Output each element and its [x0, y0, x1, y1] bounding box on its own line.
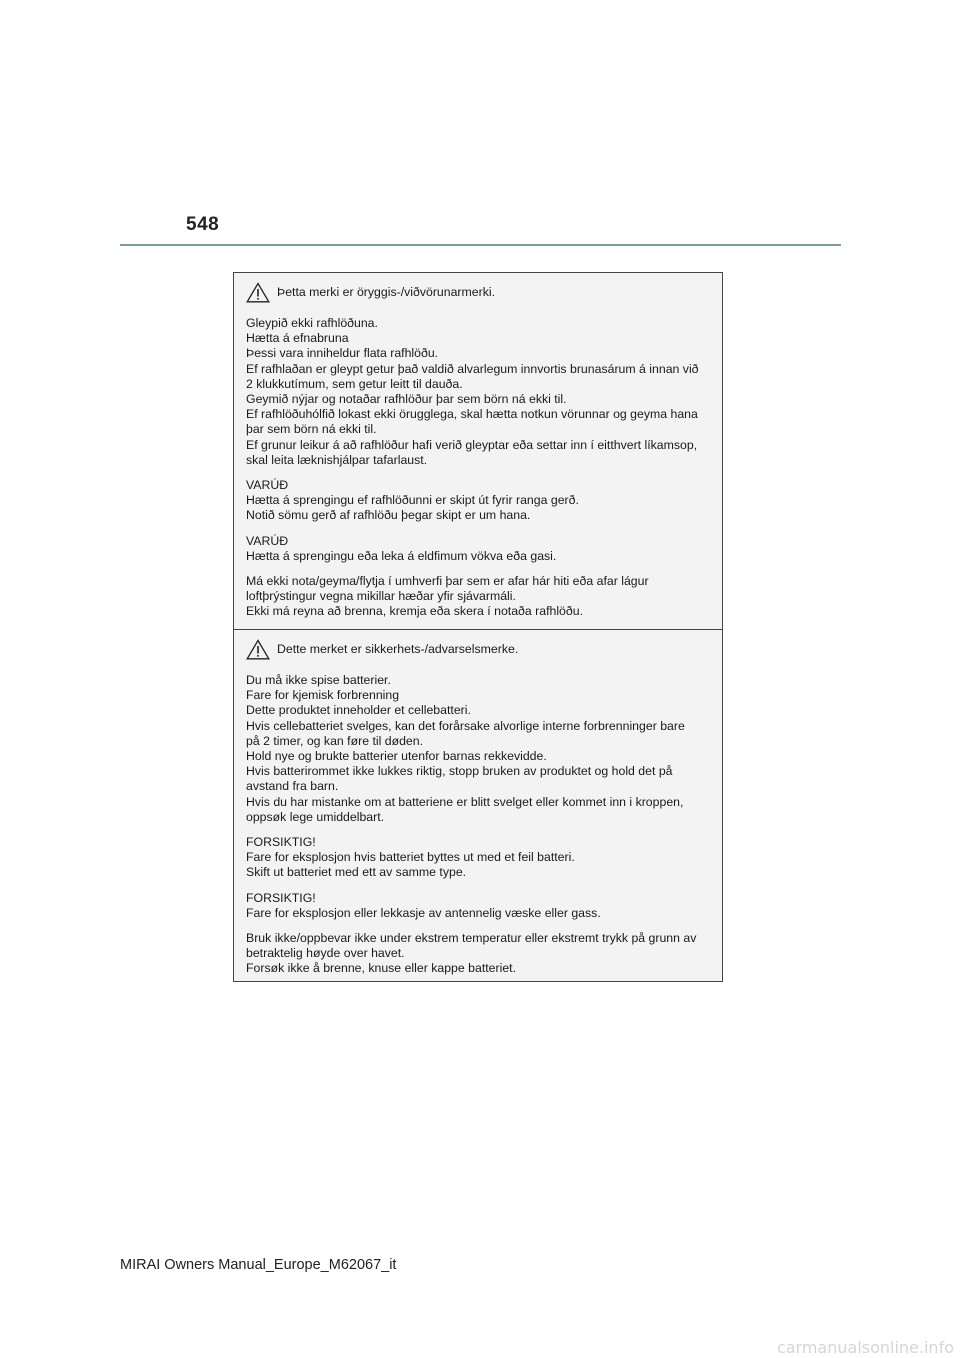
- text-line: VARÚÐ: [246, 478, 289, 493]
- text-blocks: [246, 316, 710, 620]
- text-line: Hvis du har mistanke om at batteriene er blitt svelget eller kommet inn i kroppen,: [246, 794, 684, 809]
- text-line: Notið sömu gerð af rafhlöðu þegar skipt er um hana.: [246, 508, 531, 523]
- text-line: Hvis batterirommet ikke lukkes riktig, stopp bruken av produktet og hold det på: [246, 764, 673, 779]
- text-line: Fare for eksplosjon hvis batteriet byttes ut med et feil batteri.: [246, 850, 575, 865]
- text-line: Geymið nýjar og notaðar rafhlöður þar sem börn ná ekki til.: [246, 392, 567, 407]
- label-section-norwegian: [234, 629, 722, 981]
- text-line: betraktelig høyde over havet.: [246, 946, 405, 961]
- text-line: FORSIKTIG!: [246, 890, 316, 905]
- text-block: [246, 835, 710, 881]
- text-line: Skift ut batteriet med ett av samme type.: [246, 865, 467, 880]
- text-line: Du må ikke spise batterier.: [246, 673, 391, 687]
- text-line: Fare for kjemisk forbrenning: [246, 688, 400, 703]
- warning-header: [246, 635, 710, 663]
- text-line: þar sem börn ná ekki til.: [246, 422, 377, 437]
- text-line: Gleypið ekki rafhlöðuna.: [246, 316, 378, 330]
- text-block: [246, 478, 710, 524]
- text-line: 2 klukkutímum, sem getur leitt til dauða.: [246, 376, 463, 391]
- text-line: loftþrýstingur vegna mikillar hæðar yfir sjávarmáli.: [246, 589, 516, 604]
- text-line: Hold nye og brukte batterier utenfor barnas rekkevidde.: [246, 749, 547, 764]
- text-blocks: [246, 673, 710, 977]
- text-line: avstand fra barn.: [246, 779, 339, 794]
- footer-text: MIRAI Owners Manual_Europe_M62067_it: [120, 1257, 397, 1273]
- text-line: Hætta á efnabruna: [246, 331, 349, 346]
- warning-triangle-icon: [246, 282, 270, 303]
- text-line: Hvis cellebatteriet svelges, kan det forårsake alvorlige interne forbrenninger bare: [246, 718, 685, 733]
- text-line: Ekki má reyna að brenna, kremja eða skera í notaða rafhlöðu.: [246, 604, 583, 619]
- text-line: VARÚÐ: [246, 533, 289, 548]
- text-block: [246, 891, 710, 921]
- text-line: på 2 timer, og kan føre til døden.: [246, 733, 424, 748]
- label-section-icelandic: [234, 273, 722, 629]
- text-line: Forsøk ikke å brenne, knuse eller kappe batteriet.: [246, 961, 516, 976]
- header-rule: [120, 244, 841, 246]
- warning-header: [246, 278, 710, 306]
- text-line: Bruk ikke/oppbevar ikke under ekstrem temperatur eller ekstremt trykk på grunn av: [246, 931, 697, 946]
- warning-triangle-icon: [246, 639, 270, 660]
- warning-header-text: Dette merket er sikkerhets-/advarselsmerke.: [277, 642, 519, 656]
- warning-header-text: Þetta merki er öryggis-/viðvörunarmerki.: [277, 285, 495, 299]
- text-line: Ef rafhlaðan er gleypt getur það valdið alvarlegum innvortis brunasárum á innan við: [246, 361, 699, 376]
- text-line: skal leita læknishjálpar tafarlaust.: [246, 452, 428, 467]
- page-number: 548: [186, 214, 220, 235]
- text-line: Þessi vara inniheldur flata rafhlöðu.: [246, 346, 439, 361]
- text-line: FORSIKTIG!: [246, 835, 316, 850]
- text-line: Fare for eksplosjon eller lekkasje av antennelig væske eller gass.: [246, 905, 601, 920]
- text-block: [246, 534, 710, 564]
- text-block: [246, 316, 710, 468]
- text-line: Ef rafhlöðuhólfið lokast ekki örugglega, skal hætta notkun vörunnar og geyma hana: [246, 407, 698, 422]
- text-line: Hætta á sprengingu ef rafhlöðunni er skipt út fyrir ranga gerð.: [246, 493, 579, 508]
- text-block: [246, 931, 710, 977]
- text-line: Má ekki nota/geyma/flytja í umhverfi þar sem er afar hár hiti eða afar lágur: [246, 574, 649, 589]
- text-line: oppsøk lege umiddelbart.: [246, 809, 385, 824]
- text-line: Dette produktet inneholder et cellebatteri.: [246, 703, 471, 718]
- text-block: [246, 574, 710, 620]
- text-block: [246, 673, 710, 825]
- text-line: Hætta á sprengingu eða leka á eldfimum vökva eða gasi.: [246, 548, 557, 563]
- safety-label-image: [233, 272, 723, 982]
- watermark: carmanualsonline.info: [776, 1338, 954, 1357]
- text-line: Ef grunur leikur á að rafhlöður hafi verið gleyptar eða settar inn í eitthvert líkamsop,: [246, 437, 698, 452]
